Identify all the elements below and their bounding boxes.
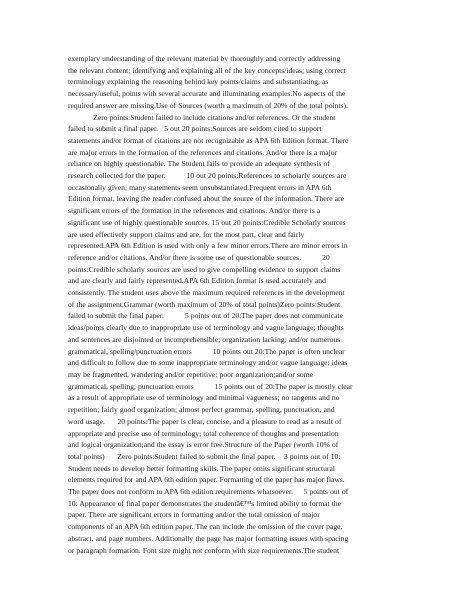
text-line: terminology explaining the reasoning behind key points/claims and substantiating, as xyxy=(68,77,329,87)
text-line: elements required for and APA 6th edition paper. Formatting of the paper has major flaws. xyxy=(68,475,345,485)
text-line: word usage. 20 points:The paper is clear, concise, and a pleasure to read as a result of xyxy=(68,416,342,426)
text-line: and difficult to follow due to some inappropriate terminology and/or vague language; ideas xyxy=(68,358,348,368)
text-line: may be fragmented, wandering and/or repetitive; poor organization;and/or some xyxy=(68,369,314,379)
text-line: reference and/or citations. And/or there is some use of questionable sources. 20 xyxy=(68,252,330,262)
text-line: reliance on highly questionable. The Student fails to provide an adequate synthesis of xyxy=(68,159,330,169)
text-line: failed to submit the final paper. 5 points out of 20:The paper does not communicate xyxy=(68,311,343,321)
text-line: are used effectively support claims and are, for the most part, clear and fairly xyxy=(68,229,305,239)
text-line: statements and/or format of citations are not recognizable as APA 6th Edition format. There xyxy=(68,135,349,145)
document-body-text xyxy=(68,53,408,556)
text-line: components of an APA 6th edition paper. The can include the omission of the cover page, xyxy=(68,522,343,532)
text-line: occasionally given; many statements seem unsubstantiated.Frequent errors in APA 6th xyxy=(68,182,332,192)
text-line: required answer are missing.Use of Sources (worth a maximum of 20% of the total points). xyxy=(68,100,348,110)
text-line: 10: Appearance of final paper demonstrates the studentâ€™s limited ability to format the xyxy=(68,498,342,508)
text-line: research collected for the paper. 10 out 20 points:References to scholarly sources are xyxy=(68,171,347,181)
text-line: exemplary understanding of the relevant material by thoroughly and correctly addressing xyxy=(68,54,341,63)
text-line: are major errors in the formation of the references and citations. And/or there is a major xyxy=(68,147,338,157)
text-line: The paper does not conform to APA 6th edition requirements whatsoever. 5 points out of xyxy=(68,487,349,497)
text-line: repetition; fairly good organization; almost perfect grammar, spelling, punctuation, and xyxy=(68,405,335,415)
text-line: ideas/points clearly due to inappropriate use of terminology and vague language; thoughts xyxy=(68,323,344,333)
text-line: and logical organization;and the essay is error free.Structure of the Paper (worth 10% of xyxy=(68,440,339,450)
text-line: appropriate and precise use of terminology; total coherence of thoughts and presentation xyxy=(68,428,339,438)
text-line: Student needs to develop better formatting skills. The paper omits significant structural xyxy=(68,463,335,473)
text-line: represented.APA 6th Edition is used with only a few minor errors.There are minor errors in xyxy=(68,241,348,251)
text-line: significant errors of the formation in the references and citations. And/or there is a xyxy=(68,206,321,216)
text-line: of the assignment.Grammar (worth maximum of 20% of total points)Zero points:Student xyxy=(68,299,341,309)
text-line: failed to submit a final paper. 5 out 20 points:Sources are seldom cited to support xyxy=(68,124,322,134)
text-line: necessary/useful, points with several accurate and illuminating examples.No aspects of the xyxy=(68,89,346,99)
text-line: as a result of appropriate use of terminology and minimal vagueness; no tangents and no xyxy=(68,393,340,403)
text-line: Edition format, leaving the reader confused about the source of the information. There are xyxy=(68,194,344,204)
text-line: or paragraph formation. Font size might not conform with size requirements.The student xyxy=(68,545,340,555)
text-line: grammatical, spelling/punctuation errors 10 points out 20:The paper is often unclear xyxy=(68,346,345,356)
text-line: and are clearly and fairly represented.APA 6th Edition format is used accurately and xyxy=(68,276,326,286)
text-line: and sentences are disjointed or incomprehensible; organization lacking; and/or numerous xyxy=(68,334,341,344)
text-line: the relevant content; identifying and explaining all of the key concepts/ideas; using correct xyxy=(68,65,346,75)
text-line: total points) Zero points:Student failed to submit the final paper. 3 points out of 10: xyxy=(68,451,341,461)
text-line: consistently. The student uses above the maximum required references in the development xyxy=(68,288,345,298)
text-line: significant use of highly questionable sources. 15 out 20 points:Credible Scholarly sources xyxy=(68,217,346,227)
text-line: abstract, and page numbers. Additionally the page has major formatting issues with spacing xyxy=(68,533,349,543)
text-line: Zero points:Student failed to include citations and/or references. Or the student xyxy=(68,112,336,122)
text-line: paper. There are significant errors in formatting and/or the total omission of major xyxy=(68,510,320,520)
text-line: points:Credible scholarly sources are used to give compelling evidence to support claims xyxy=(68,264,341,274)
text-line: grammatical, spelling, punctuation errors 15 points out of 20:The paper is mostly clear xyxy=(68,381,353,391)
